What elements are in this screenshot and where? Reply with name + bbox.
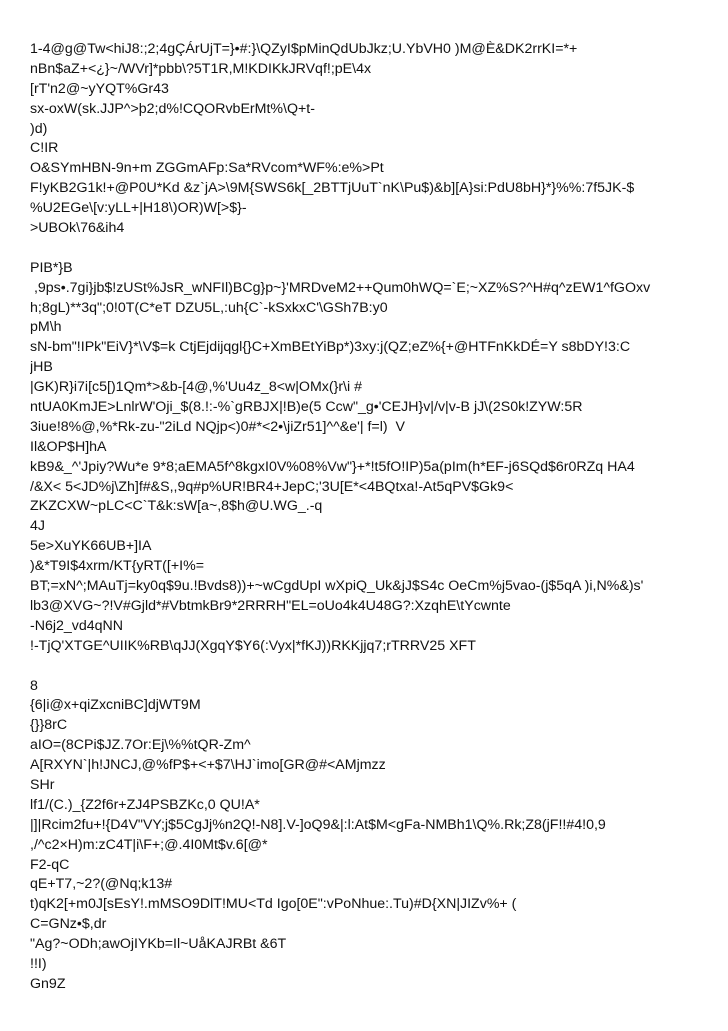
text-line: h;8gL)**3q";0!0T(C*eT DZU5L,:uh{C`-kSxkxC'\GSh7B:y0 xyxy=(30,299,388,316)
text-line: ,9ps•.7gi}jb$!zUSt%JsR_wNFIl)BCg}p~}'MRDveM2++Qum0hWQ=`E;~XZ%S?^H#q^zEW1^fGOxv xyxy=(30,279,651,296)
text-line: sN-bm"!IPk"EiV}*\V$=k CtjEjdijqgl{}C+XmBEtYiBp*)3xy:j(QZ;eZ%{+@HTFnKkDÉ=Y s8bDY!3:C xyxy=(30,339,631,356)
text-line: )&*T9I$4xrm/KT{yRT([+I%= xyxy=(30,558,204,575)
text-line: A[RXYN`|h!JNCJ,@%fP$+<+$7\HJ`imo[GR@#<AMjmzz xyxy=(30,757,386,774)
text-line: )d) xyxy=(30,120,48,137)
text-line: lb3@XVG~?!V#Gjld*#VbtmkBr9*2RRRH"EL=oUo4k4U48G?:XzqhE\tYcwnte xyxy=(30,597,511,614)
text-line: ntUA0KmJE>LnlrW'Oji_$(8.!:-%`gRBJX|!B)e(5 Ccw"_g•'CEJH}v|/v|v-B jJ\(2S0k!ZYW:5R xyxy=(30,399,583,416)
text-line: SHr xyxy=(30,776,55,793)
paragraph xyxy=(30,259,714,657)
text-line: !!I) xyxy=(30,955,47,972)
text-line: ,/^c2×H)m:zC4T|i\F+;@.4I0Mt$v.6[@* xyxy=(30,836,268,853)
text-line: ZKZCXW~pLC<C`T&k:sW[a~,8$h@U.WG_.-q xyxy=(30,498,323,515)
text-line: [rT'n2@~yYQT%Gr43 xyxy=(30,80,169,97)
text-line: 1-4@g@Tw<hiJ8:;2;4gÇÁrUjT=}•#:}\QZyI$pMinQdUbJkz;U.YbVH0 )M@È&DK2rrKI=*+ xyxy=(30,41,578,57)
text-line: Il&OP$H]hA xyxy=(30,438,107,455)
text-line: C!IR xyxy=(30,140,59,157)
text-line: F2-qC xyxy=(30,856,70,873)
text-line: BT;=xN^;MAuTj=ky0q$9u.!Bvds8))+~wCgdUpI wXpiQ_Uk&jJ$S4c OeCm%j5vao-(j$5qA )i,N%&)s' xyxy=(30,578,644,595)
text-line: 8 xyxy=(30,677,38,694)
text-line: -N6j2_vd4qNN xyxy=(30,617,124,634)
text-line: O&SYmHBN-9n+m ZGGmAFp:Sa*RVcom*WF%:e%>Pt xyxy=(30,160,384,177)
paragraph xyxy=(30,677,714,995)
text-line: F!yKB2G1k!+@P0U*Kd &z`jA>\9M{SWS6k[_2BTTjUuT`nK\Pu$)&b][A}si:PdU8bH}*}%%:7f5JK-$ xyxy=(30,180,635,197)
text-line: PIB*}B xyxy=(30,259,73,276)
text-line: >UBOk\76&ih4 xyxy=(30,220,125,237)
text-line: {}}8rC xyxy=(30,717,68,734)
text-line: sx-oxW(sk.JJP^>þ2;d%!CQORvbErMt%\Q+t- xyxy=(30,100,315,117)
text-line: jHB xyxy=(30,359,53,376)
text-line: t)qK2[+m0J[sEsY!.mMSO9DlT!MU<Td Igo[0E":vPoNhue:.Tu)#D{XN|JIZv%+ ( xyxy=(30,896,517,913)
text-line: 3iue!8%@,%*Rk-zu-"2iLd NQjp<)0#*<2•\jiZr51]^^&e'| f=l) V xyxy=(30,418,405,435)
text-line: !-TjQ'XTGE^UIIK%RB\qJJ(XgqY$Y6(:Vyx|*fKJ))RKKjjq7;rTRRV25 XFT xyxy=(30,637,476,654)
text-line: Gn9Z xyxy=(30,975,66,992)
text-line: 4J xyxy=(30,518,45,535)
text-line: {6|i@x+qiZxcniBC]djWT9M xyxy=(30,697,201,714)
text-line: 5e>XuYK66UB+]IA xyxy=(30,538,152,555)
text-line: /&X< 5<JD%j\Zh]f#&S,,9q#p%UR!BR4+JepC;'3U[E*<4BQtxa!-At5qPV$Gk9< xyxy=(30,478,514,495)
text-line: lf1/(C.)_{Z2f6r+ZJ4PSBZKc,0 QU!A* xyxy=(30,796,260,813)
text-line: pM\h xyxy=(30,319,62,336)
text-line: C=GNz•$,dr xyxy=(30,916,107,933)
text-line: |GK)R}i7i[c5[)1Qm*>&b-[4@,%'Uu4z_8<w|OMx(}r\i # xyxy=(30,379,362,396)
text-line: kB9&_^'Jpiy?Wu*e 9*8;aEMA5f^8kgxI0V%08%Vw"}+*!t5fO!IP)5a(pIm(h*EF-j6SQd$6r0RZq HA4 xyxy=(30,458,635,475)
document-body xyxy=(30,40,714,1015)
paragraph xyxy=(30,40,714,239)
text-line: nBn$aZ+<¿}~/WVr]*pbb\?5T1R,M!KDIKkJRVqf!;pE\4x xyxy=(30,60,372,77)
text-line: %U2EGe\[v:yLL+|H18\)OR)W[>$}- xyxy=(30,200,247,217)
text-line: qE+T7,~2?(@Nq;k13# xyxy=(30,876,173,893)
text-line: aIO=(8CPi$JZ.7Or:Ej\%%tQR-Zm^ xyxy=(30,737,251,754)
text-line: |]|Rcim2fu+!{D4V"VY;j$5CgJj%n2Q!-N8].V-]oQ9&|:l:At$M<gFa-NMBh1\Q%.Rk;Z8(jF!!#4!0,9 xyxy=(30,816,606,833)
text-line: "Ag?~ODh;awOjIYKb=Il~UåKAJRBt &6T xyxy=(30,936,287,953)
